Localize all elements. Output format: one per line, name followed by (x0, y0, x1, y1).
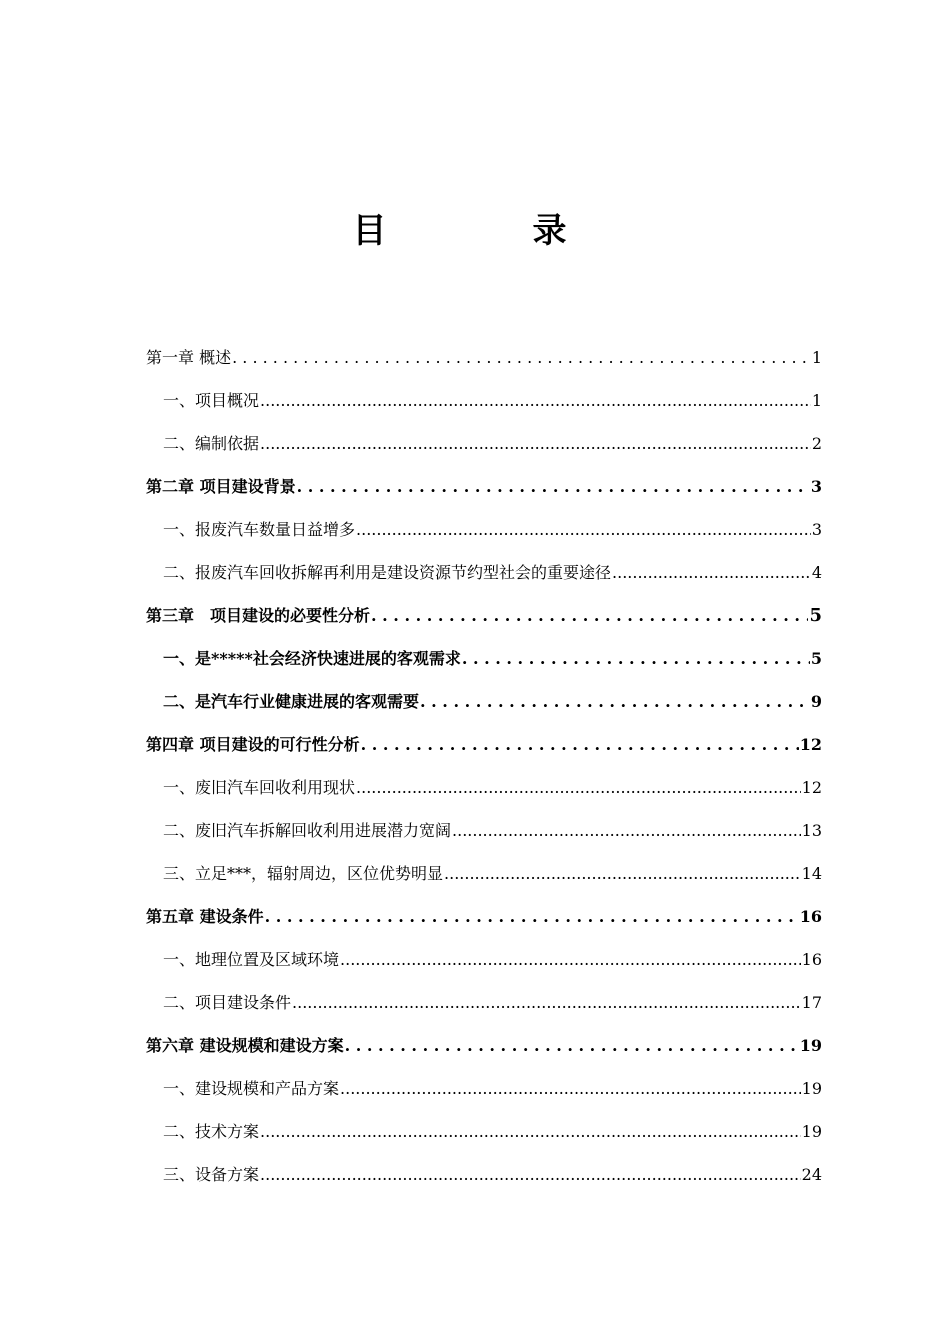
toc-entry-section[interactable] (146, 766, 822, 809)
toc-entry-page: 19 (801, 1079, 822, 1098)
toc-entry-section[interactable] (146, 422, 822, 465)
toc-entry-page: 16 (801, 950, 822, 969)
toc-dot-leader (232, 336, 811, 379)
toc-dot-leader (260, 1153, 801, 1196)
toc-entry-label: 三、设备方案 (163, 1165, 260, 1184)
toc-entry-label: 二、报废汽车回收拆解再利用是建设资源节约型社会的重要途径 (163, 563, 612, 582)
toc-entry-page: 5 (810, 649, 822, 668)
toc-entry-section[interactable] (146, 852, 822, 895)
toc-entry-label: 二、编制依据 (163, 434, 260, 453)
toc-dot-leader (462, 637, 810, 680)
toc-entry-section[interactable] (146, 938, 822, 981)
toc-dot-leader (356, 766, 801, 809)
toc-entry-page: 24 (801, 1165, 822, 1184)
toc-entry-label: 二、是汽车行业健康进展的客观需要 (163, 692, 420, 711)
toc-entry-section[interactable] (146, 1153, 822, 1196)
toc-entry-page: 1 (811, 348, 822, 367)
toc-entry-chapter-3[interactable] (146, 594, 822, 637)
toc-entry-label: 二、废旧汽车拆解回收利用进展潜力宽阔 (163, 821, 452, 840)
toc-entry-label: 第六章 建设规模和建设方案 (146, 1036, 344, 1055)
toc-entry-label: 第五章 建设条件 (146, 907, 264, 926)
toc-dot-leader (420, 680, 810, 723)
toc-entry-section[interactable] (146, 551, 822, 594)
toc-entry-section[interactable] (146, 379, 822, 422)
toc-title: 目 录 (352, 211, 623, 251)
table-of-contents (146, 336, 822, 1196)
toc-entry-page: 13 (801, 821, 822, 840)
toc-entry-section[interactable] (146, 508, 822, 551)
toc-entry-label: 二、项目建设条件 (163, 993, 292, 1012)
toc-entry-page: 5 (809, 605, 822, 626)
toc-dot-leader (340, 1067, 801, 1110)
toc-entry-page: 3 (811, 520, 822, 539)
toc-entry-label: 三、立足***，辐射周边，区位优势明显 (163, 864, 444, 883)
toc-entry-label: 一、建设规模和产品方案 (163, 1079, 340, 1098)
toc-entry-chapter-1[interactable] (146, 336, 822, 379)
toc-entry-section[interactable] (146, 981, 822, 1024)
toc-entry-chapter-5[interactable] (146, 895, 822, 938)
toc-entry-page: 1 (811, 391, 822, 410)
toc-entry-page: 14 (801, 864, 822, 883)
toc-dot-leader (265, 895, 799, 938)
toc-entry-page: 12 (799, 735, 822, 754)
toc-entry-label: 二、技术方案 (163, 1122, 260, 1141)
toc-dot-leader (361, 723, 799, 766)
toc-entry-page: 12 (801, 778, 822, 797)
toc-entry-page: 2 (811, 434, 822, 453)
toc-entry-label: 一、是*****社会经济快速进展的客观需求 (163, 649, 461, 668)
toc-entry-label: 第三章 项目建设的必要性分析 (146, 606, 371, 625)
toc-entry-page: 3 (810, 477, 822, 496)
toc-dot-leader (444, 852, 801, 895)
toc-dot-leader (345, 1024, 799, 1067)
toc-entry-label: 一、地理位置及区域环境 (163, 950, 340, 969)
toc-entry-chapter-2[interactable] (146, 465, 822, 508)
toc-dot-leader (260, 422, 811, 465)
toc-dot-leader (297, 465, 810, 508)
toc-dot-leader (260, 379, 811, 422)
toc-dot-leader (260, 1110, 801, 1153)
toc-entry-page: 19 (801, 1122, 822, 1141)
toc-entry-label: 一、报废汽车数量日益增多 (163, 520, 356, 539)
toc-entry-section[interactable] (146, 1110, 822, 1153)
toc-entry-label: 一、废旧汽车回收利用现状 (163, 778, 356, 797)
toc-dot-leader (612, 551, 811, 594)
toc-entry-label: 第一章 概述 (146, 348, 232, 367)
toc-entry-chapter-6[interactable] (146, 1024, 822, 1067)
toc-dot-leader (340, 938, 801, 981)
toc-entry-label: 第四章 项目建设的可行性分析 (146, 735, 360, 754)
toc-entry-section[interactable] (146, 809, 822, 852)
toc-entry-chapter-4[interactable] (146, 723, 822, 766)
toc-entry-label: 一、项目概况 (163, 391, 260, 410)
toc-entry-section[interactable] (146, 680, 822, 723)
toc-entry-label: 第二章 项目建设背景 (146, 477, 296, 496)
toc-dot-leader (371, 594, 808, 637)
toc-entry-page: 16 (799, 907, 822, 926)
toc-dot-leader (452, 809, 801, 852)
toc-entry-page: 19 (799, 1036, 822, 1055)
toc-dot-leader (356, 508, 811, 551)
toc-entry-page: 9 (810, 692, 822, 711)
toc-entry-section[interactable] (146, 1067, 822, 1110)
toc-entry-page: 17 (801, 993, 822, 1012)
toc-dot-leader (292, 981, 801, 1024)
toc-entry-page: 4 (811, 563, 822, 582)
toc-entry-section[interactable] (146, 637, 822, 680)
